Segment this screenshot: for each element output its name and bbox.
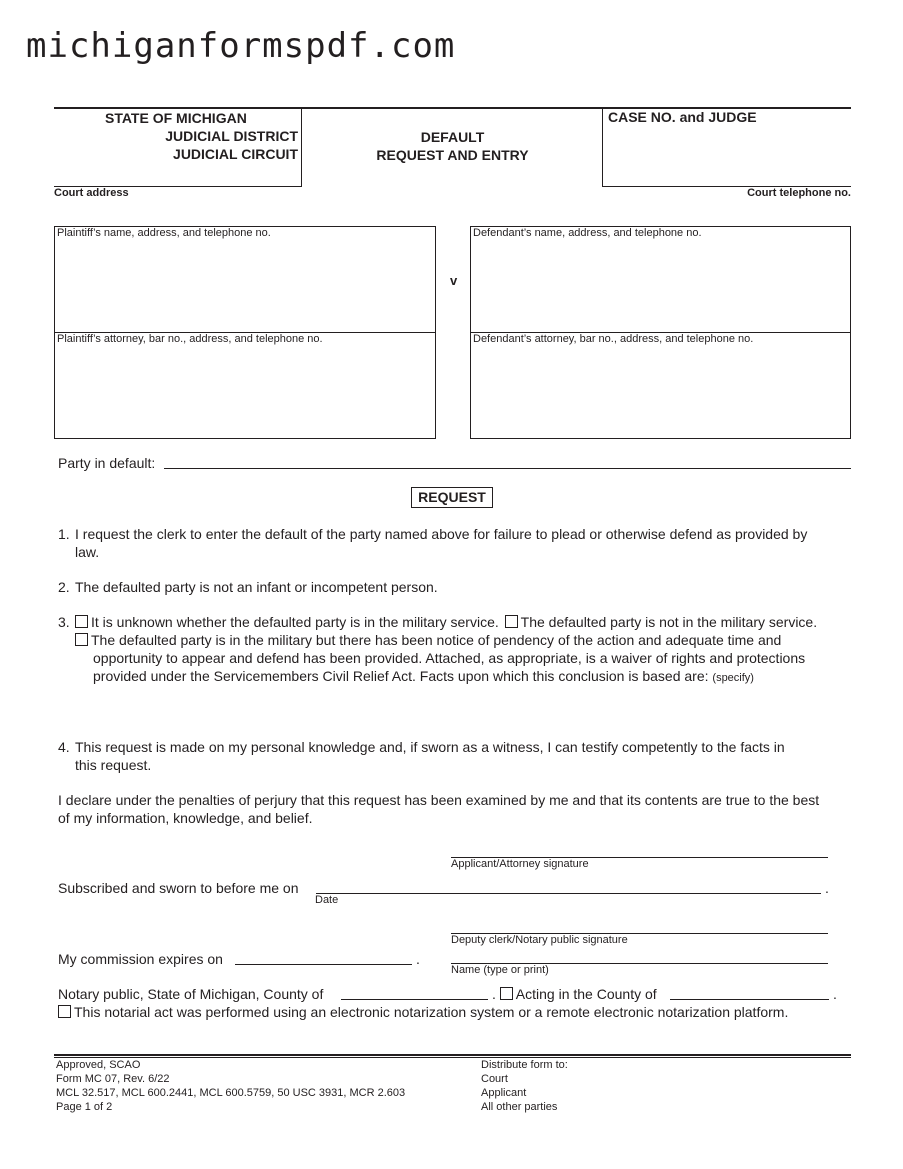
- defendant-attorney-label: Defendant’s attorney, bar no., address, and telephone no.: [473, 333, 754, 345]
- not-military-label: The defaulted party is not in the military service.: [520, 614, 818, 630]
- district-label: JUDICIAL DISTRICT: [165, 128, 298, 144]
- item4-text-line2: this request.: [75, 757, 152, 773]
- electronic-notarization-row: [58, 1003, 788, 1021]
- footer-distribution: [481, 1058, 568, 1114]
- form-title-line1: DEFAULT: [420, 129, 485, 145]
- declaration-line2: of my information, knowledge, and belief.: [58, 810, 313, 826]
- applicant-signature-label: Applicant/Attorney signature: [451, 858, 589, 870]
- item-number: 2.: [58, 579, 70, 595]
- plaintiff-attorney-label: Plaintiff’s attorney, bar no., address, and telephone no.: [57, 333, 323, 345]
- subscribed-date-field[interactable]: [316, 893, 821, 894]
- court-phone-label: Court telephone no.: [747, 187, 851, 199]
- notary-county-period: .: [492, 986, 496, 1002]
- page-number: Page 1 of 2: [56, 1101, 113, 1113]
- item1-text-line2: law.: [75, 544, 100, 560]
- site-title: michiganformspdf.com: [26, 26, 456, 66]
- notary-county-field[interactable]: [341, 999, 488, 1000]
- commission-label: My commission expires on: [58, 951, 223, 967]
- military-notice-row: [75, 631, 781, 649]
- specify-label: (specify): [712, 672, 754, 684]
- notary-county-label: Notary public, State of Michigan, County of: [58, 986, 324, 1002]
- acting-county-period: .: [833, 986, 837, 1002]
- acting-county-row: [492, 985, 657, 1003]
- form-number: Form MC 07, Rev. 6/22: [56, 1073, 170, 1085]
- electronic-notarization-label: This notarial act was performed using an electronic notarization system or a remote electronic notarization platform.: [74, 1004, 789, 1020]
- request-heading: REQUEST: [411, 487, 493, 508]
- distribute-court: Court: [481, 1073, 508, 1085]
- party-in-default-label: Party in default:: [58, 455, 156, 471]
- military-notice-line3: provided under the Servicemembers Civil Relief Act. Facts upon which this conclusion is based are:: [93, 668, 709, 684]
- versus-label: v: [450, 273, 458, 288]
- court-identification: [54, 109, 298, 163]
- item4-text-line1: This request is made on my personal knowledge and, if sworn as a witness, I can testify competently to the facts in: [75, 739, 785, 755]
- form-title-line2: REQUEST AND ENTRY: [376, 147, 529, 163]
- approved-label: Approved, SCAO: [56, 1059, 141, 1071]
- military-notice-line1: The defaulted party is in the military but there has been notice of pendency of the action and adequate time and: [91, 632, 782, 648]
- court-address-label: Court address: [54, 187, 129, 199]
- plaintiff-label: Plaintiff’s name, address, and telephone no.: [57, 227, 271, 239]
- date-label: Date: [315, 894, 339, 906]
- electronic-notarization-checkbox[interactable]: [58, 1005, 71, 1018]
- military-unknown-checkbox[interactable]: [75, 615, 88, 628]
- distribute-others: All other parties: [481, 1101, 558, 1113]
- acting-county-label: Acting in the County of: [515, 986, 657, 1002]
- circuit-label: JUDICIAL CIRCUIT: [173, 146, 298, 162]
- acting-county-field[interactable]: [670, 999, 829, 1000]
- item-number: 3.: [58, 614, 70, 630]
- item2-text: The defaulted party is not an infant or incompetent person.: [75, 579, 438, 595]
- statutes: MCL 32.517, MCL 600.2441, MCL 600.5759, 50 USC 3931, MCR 2.603: [56, 1087, 406, 1099]
- military-notice-checkbox[interactable]: [75, 633, 88, 646]
- subscribed-period: .: [825, 880, 829, 896]
- deputy-signature-label: Deputy clerk/Notary public signature: [451, 934, 628, 946]
- commission-period: .: [416, 951, 420, 967]
- item1-text-line1: I request the clerk to enter the default of the party named above for failure to plead or otherwise defend as provided by: [75, 526, 808, 542]
- party-in-default-field[interactable]: [164, 468, 851, 469]
- military-options-row: [75, 613, 817, 631]
- military-notice-line3-row: [93, 667, 754, 687]
- distribute-label: Distribute form to:: [481, 1059, 568, 1071]
- footer-left: [56, 1058, 405, 1114]
- declaration-line1: I declare under the penalties of perjury that this request has been examined by me and that its contents are true to the best: [58, 792, 820, 808]
- commission-date-field[interactable]: [235, 964, 412, 965]
- subscribed-label: Subscribed and sworn to before me on: [58, 880, 299, 896]
- military-notice-line2: opportunity to appear and defend has been provided. Attached, as appropriate, is a waiver of rights and protections: [93, 650, 806, 666]
- item-number: 1.: [58, 526, 70, 542]
- defendant-label: Defendant’s name, address, and telephone no.: [473, 227, 702, 239]
- acting-county-checkbox[interactable]: [500, 987, 513, 1000]
- name-label: Name (type or print): [451, 964, 549, 976]
- distribute-applicant: Applicant: [481, 1087, 527, 1099]
- item-number: 4.: [58, 739, 70, 755]
- state-label: STATE OF MICHIGAN: [105, 110, 247, 126]
- not-military-checkbox[interactable]: [505, 615, 518, 628]
- form-title: [302, 128, 603, 164]
- case-no-label: CASE NO. and JUDGE: [608, 109, 757, 125]
- header-divider: [602, 107, 603, 187]
- military-unknown-label: It is unknown whether the defaulted party is in the military service.: [91, 614, 499, 630]
